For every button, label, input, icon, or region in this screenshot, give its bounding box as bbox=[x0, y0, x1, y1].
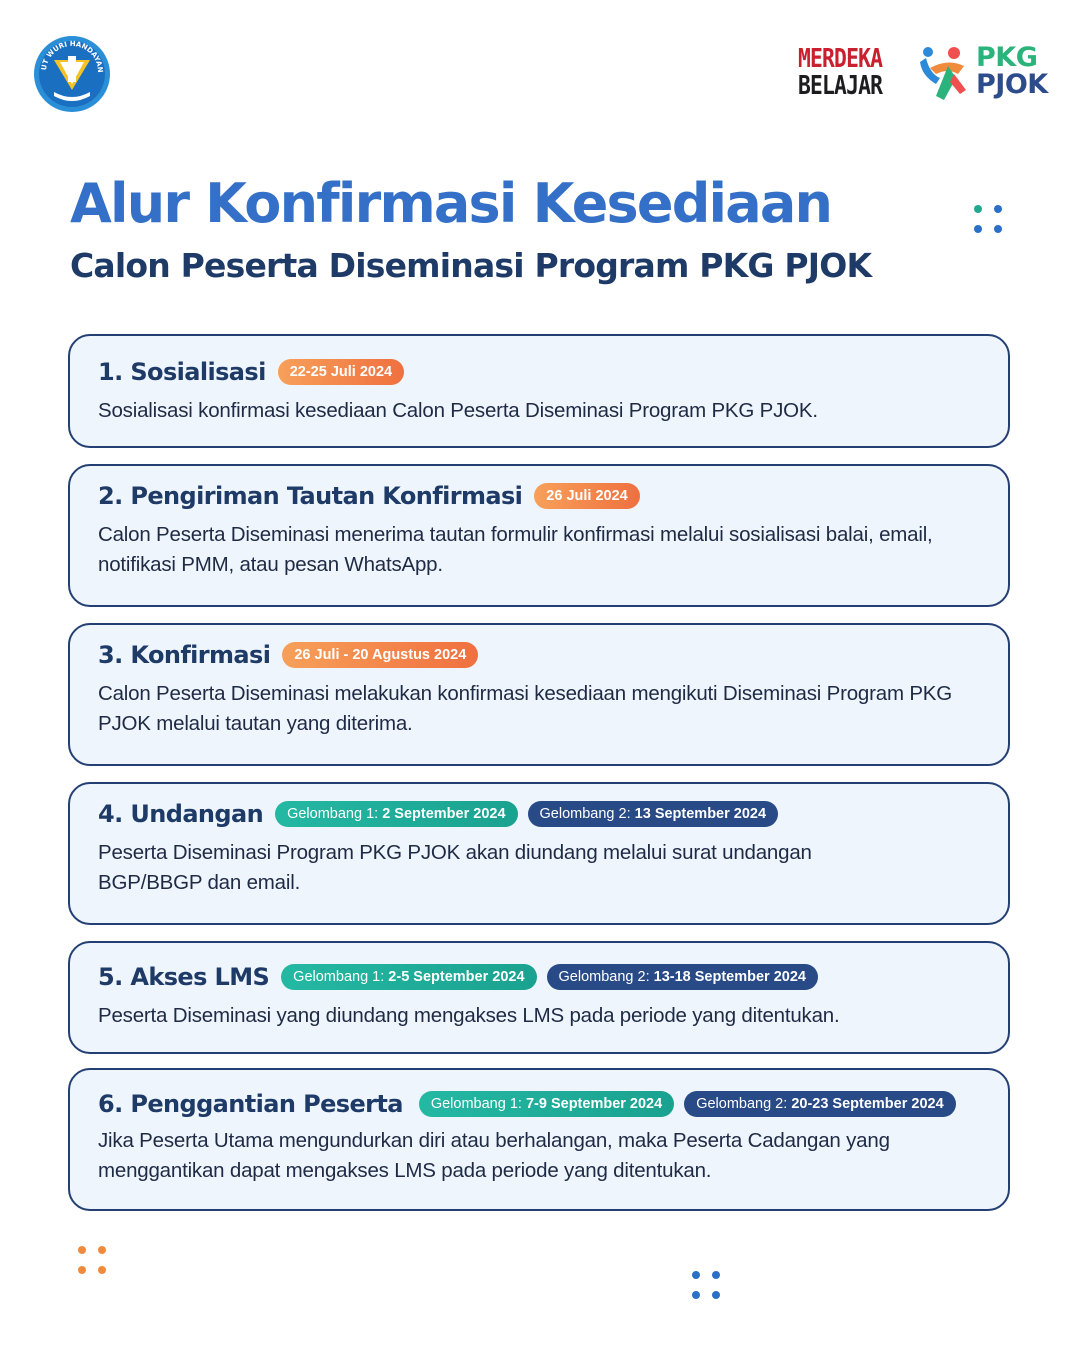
step-description: Jika Peserta Utama mengundurkan diri atau berhalangan, maka Peserta Cadangan yang menggantikan dapat mengakses LMS pada periode yang ditentukan. bbox=[98, 1129, 890, 1182]
step-description: Calon Peserta Diseminasi menerima tautan formulir konfirmasi melalui sosialisasi balai, email, notifikasi PMM, atau pesan WhatsApp. bbox=[98, 523, 933, 576]
step-title: 6. Penggantian Peserta bbox=[98, 1090, 403, 1118]
merdeka-text: MERDEKA bbox=[798, 44, 883, 74]
decorative-dots-bottom-center bbox=[692, 1271, 722, 1301]
belajar-text: BELAJAR bbox=[798, 71, 883, 101]
wave1-badge: Gelombang 1: 2-5 September 2024 bbox=[281, 964, 536, 990]
step-title: 5. Akses LMS bbox=[98, 963, 270, 991]
step-card-undangan bbox=[68, 782, 1010, 925]
decorative-dots-bottom-left bbox=[78, 1246, 108, 1276]
wave1-badge: Gelombang 1: 2 September 2024 bbox=[275, 801, 517, 827]
pkg-text: PKG bbox=[976, 42, 1038, 73]
tut-wuri-handayani-logo bbox=[32, 32, 112, 114]
step-card-pengiriman-tautan bbox=[68, 464, 1010, 607]
step-title: 4. Undangan bbox=[98, 800, 264, 828]
step-title: 1. Sosialisasi bbox=[98, 358, 266, 386]
merdeka-belajar-logo bbox=[798, 46, 894, 102]
step-title: 3. Konfirmasi bbox=[98, 641, 271, 669]
pjok-text: PJOK bbox=[976, 69, 1048, 100]
step-card-akses-lms bbox=[68, 941, 1010, 1054]
wave2-badge: Gelombang 2: 13 September 2024 bbox=[528, 801, 779, 827]
date-badge: 22-25 Juli 2024 bbox=[278, 359, 404, 385]
date-badge: 26 Juli - 20 Agustus 2024 bbox=[282, 642, 478, 668]
date-badge: 26 Juli 2024 bbox=[534, 483, 639, 509]
step-card-konfirmasi bbox=[68, 623, 1010, 766]
pkg-pjok-logo bbox=[918, 44, 1058, 104]
pkg-figures-icon bbox=[918, 44, 974, 104]
wave1-badge: Gelombang 1: 7-9 September 2024 bbox=[419, 1091, 674, 1117]
page-title: Alur Konfirmasi Kesediaan bbox=[70, 172, 832, 235]
step-card-penggantian-peserta bbox=[68, 1068, 1010, 1211]
step-card-sosialisasi bbox=[68, 334, 1010, 448]
step-title: 2. Pengiriman Tautan Konfirmasi bbox=[98, 482, 523, 510]
tut-wuri-arc-text: UT WURI HANDAYAN bbox=[39, 39, 105, 73]
wave2-badge: Gelombang 2: 13-18 September 2024 bbox=[547, 964, 818, 990]
step-description: Sosialisasi konfirmasi kesediaan Calon Peserta Diseminasi Program PKG PJOK. bbox=[98, 399, 818, 422]
decorative-dots-top-right bbox=[974, 205, 1004, 235]
step-description: Peserta Diseminasi Program PKG PJOK akan diundang melalui surat undangan BGP/BBGP dan email. bbox=[98, 841, 812, 894]
step-description: Calon Peserta Diseminasi melakukan konfirmasi kesediaan mengikuti Diseminasi Program PKG PJOK melalui tautan yang diterima. bbox=[98, 682, 953, 735]
page-subtitle: Calon Peserta Diseminasi Program PKG PJOK bbox=[70, 246, 872, 285]
step-description: Peserta Diseminasi yang diundang mengakses LMS pada periode yang ditentukan. bbox=[98, 1004, 840, 1027]
wave2-badge: Gelombang 2: 20-23 September 2024 bbox=[684, 1091, 955, 1117]
